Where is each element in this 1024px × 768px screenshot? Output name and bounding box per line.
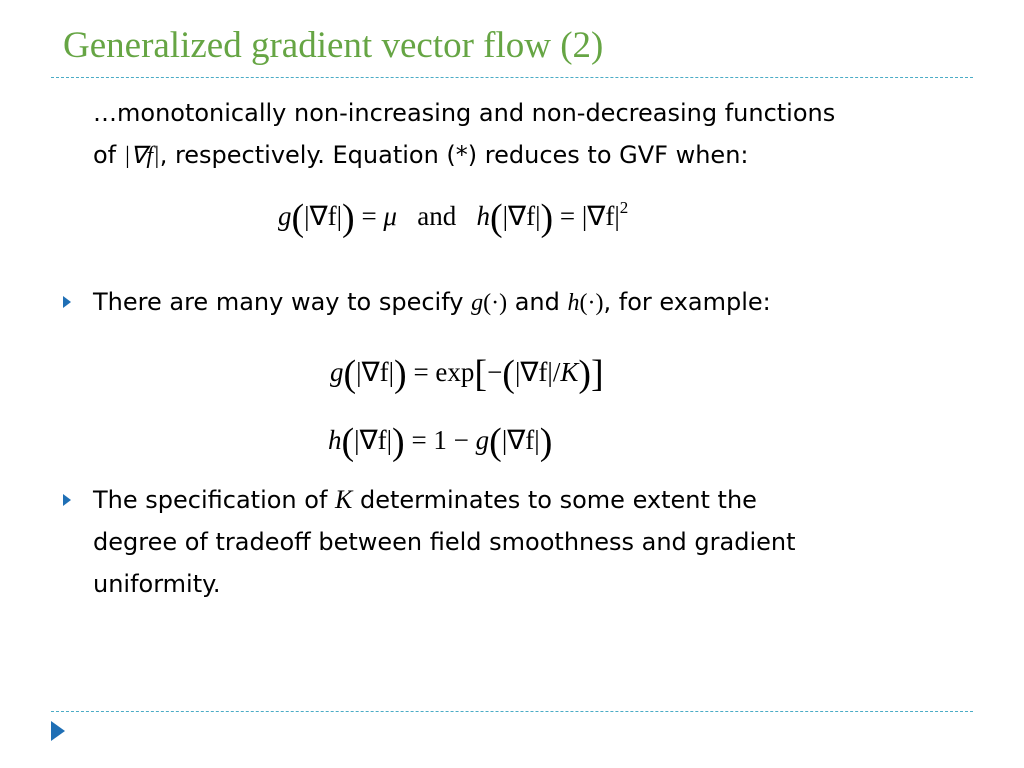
bullet-arrow-icon <box>63 296 71 308</box>
bullet-2-line-3: uniformity. <box>93 570 221 598</box>
intro-line-1: …monotonically non-increasing and non-decreasing functions <box>93 99 836 127</box>
title-divider <box>51 77 973 78</box>
bullet-2-text <box>93 479 963 605</box>
bullet-2-line-2: degree of tradeoff between field smoothness and gradient <box>93 528 796 556</box>
bullet-arrow-icon <box>63 494 71 506</box>
bullet-1-text: There are many way to specify g(·) and h(·), for example: <box>93 288 771 316</box>
grad-magnitude-math: |∇f| <box>123 143 160 169</box>
intro-line-2-post: , respectively. Equation (*) reduces to GVF when: <box>159 141 749 169</box>
g-function-math: g(·) <box>471 290 508 316</box>
footer-divider <box>51 711 973 712</box>
bullet-2-line-1: The specification of K determinates to some extent the <box>93 485 757 514</box>
equation-gvf-condition: g(|∇f|) = μ and $h(|\nabla f|) = |\nabla f|^2$ <box>278 197 629 239</box>
slide-title: Generalized gradient vector flow (2) <box>63 25 604 66</box>
k-parameter-math: K <box>335 485 353 514</box>
h-function-math: h(·) <box>567 290 604 316</box>
intro-line-2-pre: of <box>93 141 124 169</box>
intro-paragraph <box>93 92 963 177</box>
equation-g-definition: g(|∇f|) = exp[−(|∇f|/K)] <box>330 353 604 395</box>
intro-line-2 <box>93 134 963 177</box>
equation-h-definition: h(|∇f|) = 1 − g(|∇f|) <box>328 421 553 463</box>
next-slide-arrow-icon[interactable] <box>51 721 65 741</box>
